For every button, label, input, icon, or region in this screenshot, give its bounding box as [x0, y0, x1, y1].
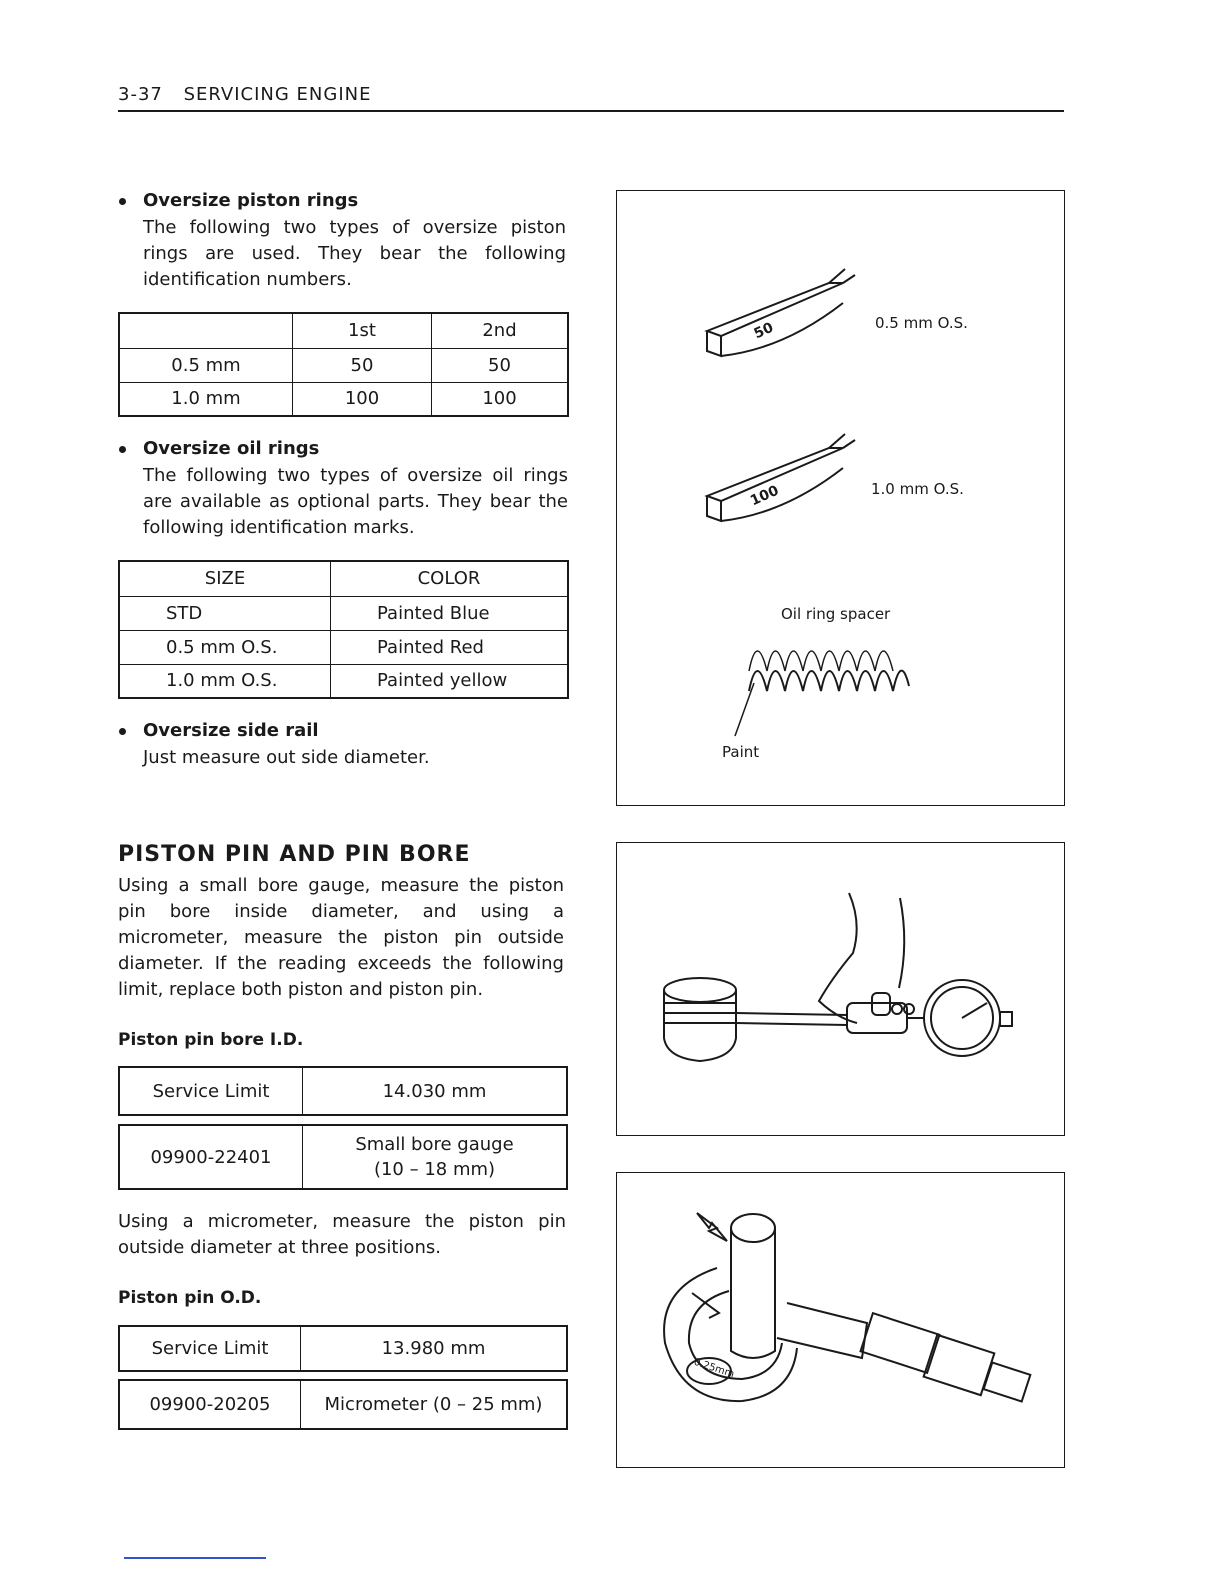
bore-limit-label: Service Limit — [119, 1067, 303, 1115]
rings-table-header-cell — [119, 313, 293, 348]
table-row — [119, 630, 568, 664]
ring2-label: 1.0 mm O.S. — [871, 480, 964, 498]
pin-section-title: PISTON PIN AND PIN BORE — [118, 842, 471, 867]
spacer-label: Oil ring spacer — [781, 605, 891, 623]
table-cell: 1.0 mm O.S. — [119, 664, 331, 698]
page-number: 3-37 — [118, 84, 163, 105]
paint-label: Paint — [722, 743, 760, 761]
micrometer-illustration — [617, 1173, 1064, 1467]
od-limit-table — [118, 1325, 568, 1372]
oil-rings-text: The following two types of oversize oil rings are available as optional parts. They bear the following identification marks. — [143, 465, 568, 538]
bore-tool-name-line1: Small bore gauge — [355, 1134, 514, 1155]
table-cell: Painted Blue — [331, 596, 569, 630]
oil-table-header-cell: SIZE — [119, 561, 331, 596]
table-row — [119, 664, 568, 698]
micrometer-figure — [616, 1172, 1065, 1468]
bottom-rule — [124, 1557, 266, 1559]
table-cell: 1.0 mm — [119, 382, 293, 416]
pin-text: Using a small bore gauge, measure the piston pin bore inside diameter, and using a micrometer, measure the piston pin outside diameter. If the reading exceeds the following limit, replace both piston and piston pin. — [118, 875, 564, 1000]
table-cell: 0.5 mm — [119, 348, 293, 382]
bore-gauge-illustration — [617, 843, 1064, 1135]
bore-tool-table — [118, 1124, 568, 1190]
table-cell: Painted Red — [331, 630, 569, 664]
table-row — [119, 596, 568, 630]
bore-heading: Piston pin bore I.D. — [118, 1030, 304, 1050]
rings-title: Oversize piston rings — [143, 190, 359, 211]
micrometer-mark: 0.25mm — [692, 1356, 736, 1381]
od-tool-table — [118, 1379, 568, 1430]
ring2-mark: 100 — [748, 482, 782, 510]
table-cell: 100 — [293, 382, 432, 416]
table-cell: 0.5 mm O.S. — [119, 630, 331, 664]
bore-gauge-figure — [616, 842, 1065, 1136]
rings-table-header-cell: 1st — [293, 313, 432, 348]
ring1-label: 0.5 mm O.S. — [875, 314, 968, 332]
rings-text: The following two types of oversize piston rings are used. They bear the following identification numbers. — [143, 217, 566, 290]
od-tool-code: 09900-20205 — [119, 1380, 301, 1429]
table-cell: Painted yellow — [331, 664, 569, 698]
od-text: Using a micrometer, measure the piston pin outside diameter at three positions. — [118, 1211, 566, 1258]
bore-limit-value: 14.030 mm — [303, 1067, 568, 1115]
rings-table-header-cell: 2nd — [432, 313, 569, 348]
bore-limit-table — [118, 1066, 568, 1116]
table-cell: 50 — [432, 348, 569, 382]
table-cell: STD — [119, 596, 331, 630]
bore-tool-name-line2: (10 – 18 mm) — [373, 1159, 496, 1180]
side-rail-text: Just measure out side diameter. — [143, 747, 430, 768]
ring1-mark: 50 — [751, 319, 776, 343]
header-rule — [118, 110, 1064, 112]
table-row — [119, 382, 568, 416]
side-rail-title: Oversize side rail — [143, 720, 319, 741]
table-row — [119, 348, 568, 382]
page-header-title: SERVICING ENGINE — [183, 84, 372, 105]
od-tool-name: Micrometer (0 – 25 mm) — [301, 1380, 568, 1429]
table-cell: 100 — [432, 382, 569, 416]
od-limit-value: 13.980 mm — [301, 1326, 568, 1371]
bore-tool-code: 09900-22401 — [119, 1125, 303, 1189]
bore-tool-name — [303, 1125, 568, 1189]
oil-rings-table — [118, 560, 569, 699]
ring-illustration — [617, 191, 1064, 805]
oil-ring-figure — [616, 190, 1065, 806]
od-limit-label: Service Limit — [119, 1326, 301, 1371]
oil-rings-title: Oversize oil rings — [143, 438, 320, 459]
oil-table-header-cell: COLOR — [331, 561, 569, 596]
od-heading: Piston pin O.D. — [118, 1288, 262, 1308]
table-cell: 50 — [293, 348, 432, 382]
rings-table — [118, 312, 569, 417]
page-header — [118, 84, 371, 105]
